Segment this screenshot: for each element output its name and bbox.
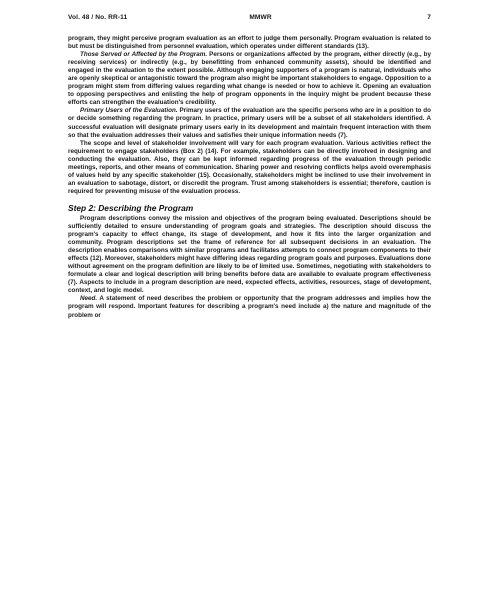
running-header — [68, 14, 431, 21]
page-number: 7 — [427, 14, 431, 21]
paragraph-program-descriptions: Program descriptions convey the mission and objectives of the program being evaluated. Descriptions should be sufficiently detailed to ensure understanding of program goals and strategies. The description should discuss the program's capacity to effect change, its stage of development, and how it fits into the larger organization and community. Program descriptions set the frame of reference for all subsequent decisions in an evaluation. The description enables comparisons with similar programs and facilitates attempts to connect program components to their effects (12). Moreover, stakeholders might have differing ideas regarding program goals and purposes. Evaluations done without agreement on the program definition are likely to be of limited use. Sometimes, negotiating with stakeholders to formulate a clear and logical description will bring benefits before data are available to evaluate program effectiveness (7). Aspects to include in a program description are need, expected effects, activities, resources, stage of development, context, and logic model. — [68, 214, 431, 295]
paragraph-body: Persons or organizations affected by the program, either directly (e.g., by receiving services) or indirectly (e.g., by benefitting from enhanced community assets), should be identified and engaged in the evaluation to the extent possible. Although engaging supporters of a program is natural, individuals who are openly skeptical or antagonistic toward the program also might be important stakeholders to engage. Opposition to a program might stem from differing values regarding what change is needed or how to achieve it. Opening an evaluation to opposing perspectives and enlisting the help of program opponents in the inquiry might be prudent because these efforts can strengthen the evaluation's credibility. — [68, 51, 431, 107]
header-journal: MMWR — [249, 14, 272, 21]
run-in-heading-need: Need. — [80, 295, 98, 303]
paragraph-need — [68, 295, 431, 319]
paragraph-continuation: program, they might perceive program evaluation as an effort to judge them personally. Program evaluation is related to but must be distinguished from personnel evaluation, which operates under different standards (13). — [68, 35, 431, 51]
section-heading-step-2: Step 2: Describing the Program — [68, 202, 194, 213]
run-in-heading-primary-users: Primary Users of the Evaluation. — [80, 107, 178, 115]
paragraph-body: A statement of need describes the problem or opportunity that the program addresses and implies how the program will respond. Important features for describing a program's need include a) the nature and magnitude of the problem or — [68, 295, 431, 319]
run-in-heading-those-served: Those Served or Affected by the Program. — [80, 51, 208, 59]
paragraph-body: Primary users of the evaluation are the specific persons who are in a position to do or decide something regarding the program. In practice, primary users will be a subset of all stakeholders identified. A successful evaluation will designate primary users early in its development and maintain frequent interaction with them so that the evaluation addresses their values and satisfies their unique information needs (7). — [68, 107, 432, 139]
header-volume: Vol. 48 / No. RR-11 — [68, 14, 128, 21]
paragraph-primary-users — [68, 107, 431, 139]
paragraph-those-served — [68, 51, 431, 107]
paragraph-stakeholder-scope: The scope and level of stakeholder involvement will vary for each program evaluation. Various activities reflect the requirement to engage stakeholders (Box 2) (14). For example, stakeholders can be directly involved in designing and conducting the evaluation. Also, they can be kept informed regarding progress of the evaluation through periodic meetings, reports, and other means of communication. Sharing power and resolving conflicts helps avoid overemphasis of values held by any specific stakeholder (15). Occasionally, stakeholders might be inclined to use their involvement in an evaluation to sabotage, distort, or discredit the program. Trust among stakeholders is essential; therefore, caution is required for preventing misuse of the evaluation process. — [68, 139, 431, 195]
